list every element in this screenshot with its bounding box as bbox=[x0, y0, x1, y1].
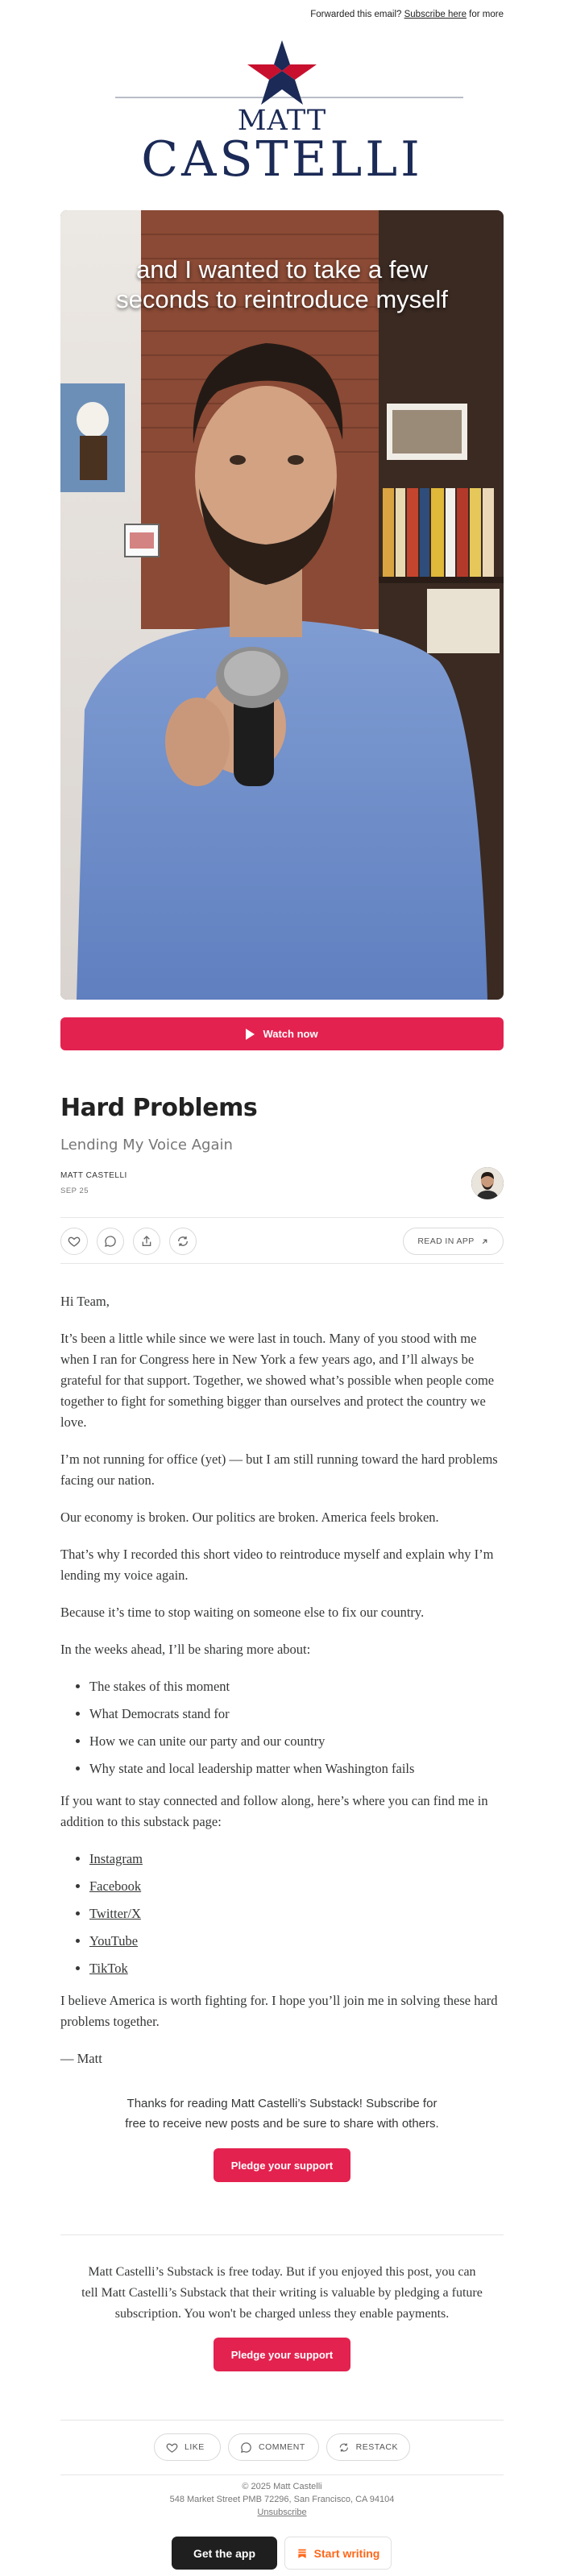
footer-restack-button[interactable] bbox=[326, 2433, 410, 2461]
paragraph: I believe America is worth fighting for. I hope you’ll join me in solving these hard problems together. bbox=[60, 1993, 498, 2029]
read-in-app-button[interactable] bbox=[403, 1228, 504, 1255]
signature: — Matt bbox=[60, 2051, 102, 2066]
twitter-link[interactable]: Twitter/X bbox=[89, 1906, 141, 1921]
divider bbox=[60, 1263, 504, 1264]
video-caption: and I wanted to take a few seconds to reintroduce myself bbox=[116, 255, 448, 313]
paragraph: If you want to stay connected and follow along, here’s where you can find me in addition to this substack page: bbox=[60, 1793, 488, 1829]
heart-icon bbox=[166, 2441, 178, 2454]
forward-notice bbox=[310, 10, 504, 19]
comment-button[interactable] bbox=[97, 1228, 124, 1255]
divider bbox=[60, 2234, 504, 2235]
paragraph: Because it’s time to stop waiting on someone else to fix our country. bbox=[60, 1605, 425, 1620]
logo-first-name: MATT bbox=[237, 105, 327, 137]
post-author[interactable]: MATT CASTELLI bbox=[60, 1171, 127, 1180]
watch-now-button[interactable] bbox=[60, 1017, 504, 1050]
list-item bbox=[89, 1903, 504, 1924]
forward-text: Forwarded this email? bbox=[310, 10, 402, 19]
author-avatar[interactable] bbox=[471, 1167, 504, 1199]
restack-button[interactable] bbox=[169, 1228, 197, 1255]
arrow-up-right-icon bbox=[480, 1237, 489, 1246]
tiktok-link[interactable]: TikTok bbox=[89, 1961, 128, 1976]
paragraph: In the weeks ahead, I’ll be sharing more about: bbox=[60, 1642, 311, 1657]
divider bbox=[60, 1217, 504, 1218]
social-links-list bbox=[60, 1849, 504, 1979]
pledge-box bbox=[60, 2262, 504, 2371]
video-thumbnail[interactable] bbox=[60, 210, 504, 1000]
address: 548 Market Street PMB 72296, San Francisco, CA 94104 bbox=[169, 2495, 395, 2504]
restack-icon bbox=[338, 2441, 350, 2454]
post-body bbox=[60, 1291, 504, 2085]
topics-list bbox=[60, 1676, 504, 1779]
list-item: • Why state and local leadership matter when Washington fails bbox=[89, 1758, 504, 1779]
read-in-app-label: READ IN APP bbox=[417, 1236, 475, 1246]
list-item bbox=[89, 1931, 504, 1952]
restack-icon bbox=[176, 1235, 189, 1248]
video-frame-illustration bbox=[60, 210, 504, 1000]
get-the-app-button[interactable]: Get the app bbox=[172, 2537, 277, 2570]
post-date: SEP 25 bbox=[60, 1187, 89, 1195]
list-item: • The stakes of this moment bbox=[89, 1676, 504, 1697]
like-label: LIKE bbox=[185, 2442, 205, 2452]
paragraph: It’s been a little while since we were last in touch. Many of you stood with me when I ran for Congress here in New York a few years ago, and I’ll always be grateful for that support. Together, we showed what’s possible when people come together to fight for something bigger than ourselves and protect the country we love. bbox=[60, 1331, 495, 1430]
pledge-support-button[interactable]: Pledge your support bbox=[214, 2338, 350, 2371]
pledge-support-button[interactable]: Pledge your support bbox=[214, 2148, 350, 2182]
subscribe-text: Thanks for reading Matt Castelli’s Substack! Subscribe for free to receive new posts and be sure to share with others. bbox=[125, 2097, 439, 2131]
list-item bbox=[89, 1876, 504, 1897]
avatar-photo bbox=[471, 1167, 504, 1199]
paragraph: Our economy is broken. Our politics are broken. America feels broken. bbox=[60, 1510, 439, 1525]
youtube-link[interactable]: YouTube bbox=[89, 1933, 139, 1949]
list-item: • What Democrats stand for bbox=[89, 1704, 504, 1725]
list-item bbox=[89, 1849, 504, 1870]
footer-like-button[interactable] bbox=[154, 2433, 221, 2461]
facebook-link[interactable]: Facebook bbox=[89, 1878, 142, 1894]
post-subtitle: Lending My Voice Again bbox=[60, 1137, 233, 1153]
like-button[interactable] bbox=[60, 1228, 88, 1255]
start-writing-button[interactable] bbox=[284, 2537, 392, 2570]
comment-icon bbox=[240, 2441, 252, 2454]
footer-comment-button[interactable] bbox=[228, 2433, 319, 2461]
paragraph: That’s why I recorded this short video to reintroduce myself and explain why I’m lending my voice again. bbox=[60, 1547, 494, 1583]
start-writing-label: Start writing bbox=[313, 2546, 380, 2560]
unsubscribe-link[interactable]: Unsubscribe bbox=[257, 2508, 307, 2517]
watch-now-label: Watch now bbox=[263, 1028, 318, 1040]
pledge-text: Matt Castelli’s Substack is free today. But if you enjoyed this post, you can tell Matt Castelli’s Substack that their writing is valuable by pledging a future subscription. You won't be charged unless they enable payments. bbox=[81, 2265, 483, 2321]
divider bbox=[60, 2420, 504, 2421]
substack-icon bbox=[297, 2548, 308, 2559]
heart-icon bbox=[68, 1235, 81, 1248]
logo-last-name: CASTELLI bbox=[141, 131, 423, 188]
restack-label: RESTACK bbox=[355, 2442, 398, 2452]
share-button[interactable] bbox=[133, 1228, 160, 1255]
greeting: Hi Team, bbox=[60, 1294, 110, 1309]
star-logo-icon bbox=[244, 40, 320, 110]
copyright: © 2025 Matt Castelli bbox=[242, 2482, 322, 2491]
share-icon bbox=[140, 1235, 153, 1248]
play-icon bbox=[246, 1029, 255, 1040]
list-item bbox=[89, 1958, 504, 1979]
paragraph: I’m not running for office (yet) — but I am still running toward the hard problems facing our nation. bbox=[60, 1452, 498, 1488]
list-item: • How we can unite our party and our country bbox=[89, 1731, 504, 1752]
forward-suffix: for more bbox=[469, 10, 504, 19]
comment-icon bbox=[104, 1235, 117, 1248]
comment-label: COMMENT bbox=[259, 2442, 305, 2452]
subscribe-here-link[interactable]: Subscribe here bbox=[404, 10, 467, 19]
instagram-link[interactable]: Instagram bbox=[89, 1851, 143, 1866]
post-title[interactable]: Hard Problems bbox=[60, 1094, 258, 1122]
subscribe-box bbox=[60, 2094, 504, 2182]
